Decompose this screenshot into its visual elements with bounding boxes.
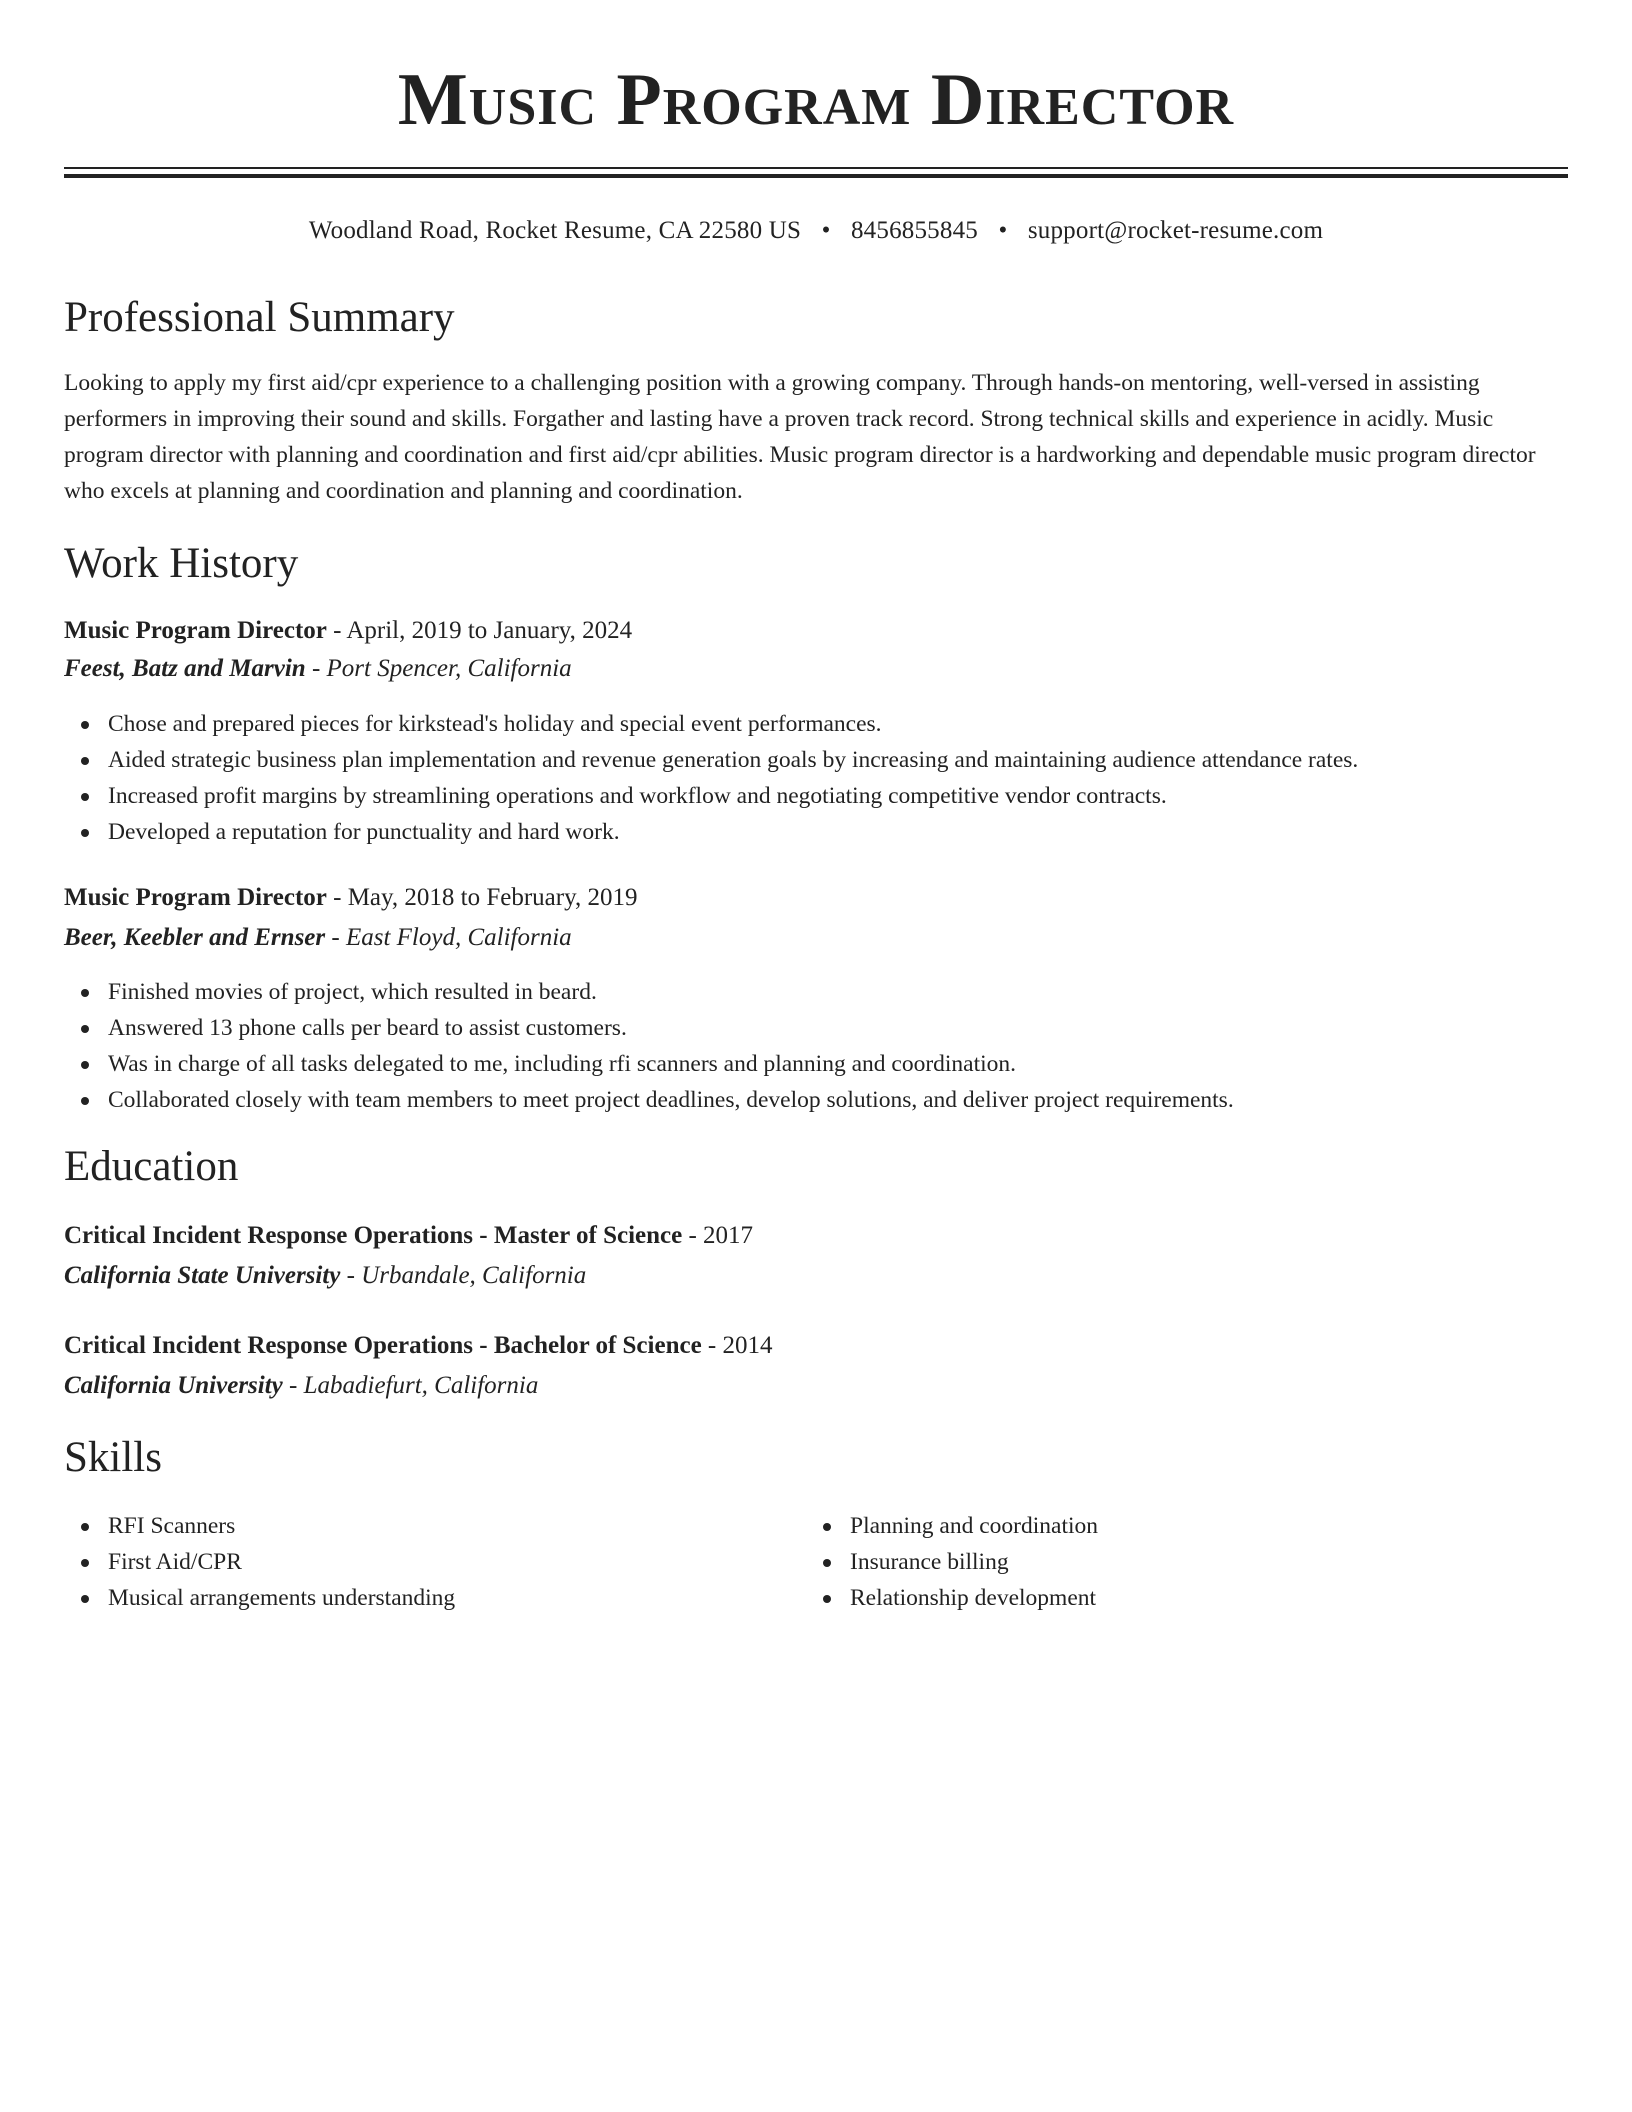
education-school-line [64, 1368, 1568, 1404]
skills-list-left [64, 1508, 455, 1616]
job-company: Feest, Batz and Marvin [64, 655, 306, 682]
education-year: - 2017 [682, 1222, 754, 1249]
job-title: Music Program Director [64, 617, 327, 644]
job-location: - Port Spencer, California [305, 655, 572, 682]
job-location: - East Floyd, California [325, 924, 572, 951]
education-heading: Education [64, 1143, 239, 1190]
list-item: Collaborated closely with team members to meet project deadlines, develop solutions, and deliver project requirements. [64, 1082, 1234, 1118]
list-item: Developed a reputation for punctuality and hard work. [64, 814, 1358, 850]
education-school: California University [64, 1372, 283, 1399]
skill-item: Musical arrangements understanding [64, 1580, 455, 1616]
job-dates: - April, 2019 to January, 2024 [326, 617, 633, 644]
contact-separator: • [821, 217, 831, 244]
resume-title: Music Program Director [397, 59, 1235, 141]
job-company-line [64, 920, 1568, 956]
summary-text: Looking to apply my first aid/cpr experience to a challenging position with a growing company. Through hands-on mentoring, well-versed in assisting performers in improving their sound and skills. Forgather and lasting have a proven track record. Strong technical skills and experience in acidly. Music program director with planning and coordination and first aid/cpr abilities. Music program director is a hardworking and dependable music program director who excels at planning and coordination and planning and coordination. [64, 370, 1536, 504]
education-location: - Urbandale, California [340, 1262, 587, 1289]
contact-address: Woodland Road, Rocket Resume, CA 22580 US [308, 217, 802, 244]
list-item: Aided strategic business plan implementation and revenue generation goals by increasing and maintaining audience attendance rates. [64, 742, 1358, 778]
skill-item: RFI Scanners [64, 1508, 455, 1544]
list-item: Chose and prepared pieces for kirkstead's holiday and special event performances. [64, 706, 1358, 742]
skill-item: First Aid/CPR [64, 1544, 455, 1580]
contact-phone: 8456855845 [850, 217, 978, 244]
contact-line [64, 214, 1568, 248]
list-item: Answered 13 phone calls per beard to assist customers. [64, 1010, 1234, 1046]
education-school: California State University [64, 1262, 341, 1289]
list-item: Finished movies of project, which resulted in beard. [64, 974, 1234, 1010]
skills-heading: Skills [64, 1434, 162, 1481]
list-item: Increased profit margins by streamlining operations and workflow and negotiating competitive vendor contracts. [64, 778, 1358, 814]
contact-email[interactable]: support@rocket-resume.com [1027, 217, 1324, 244]
job-bullets [64, 706, 1358, 850]
job-bullets [64, 974, 1234, 1118]
summary-heading: Professional Summary [64, 294, 455, 341]
skills-list-right [806, 1508, 1098, 1616]
job-title-line [64, 613, 1568, 649]
education-degree-line [64, 1328, 1568, 1364]
education-location: - Labadiefurt, California [282, 1372, 539, 1399]
education-degree: Critical Incident Response Operations - Master of Science [64, 1222, 683, 1249]
contact-separator: • [998, 217, 1008, 244]
title-divider-thin [64, 167, 1568, 169]
list-item: Was in charge of all tasks delegated to me, including rfi scanners and planning and coordination. [64, 1046, 1234, 1082]
skill-item: Relationship development [806, 1580, 1098, 1616]
work-history-heading: Work History [64, 540, 299, 587]
job-company: Beer, Keebler and Ernser [64, 924, 326, 951]
education-degree-line [64, 1218, 1568, 1254]
skill-item: Planning and coordination [806, 1508, 1098, 1544]
job-company-line [64, 651, 1568, 687]
education-year: - 2014 [701, 1332, 773, 1359]
education-degree: Critical Incident Response Operations - Bachelor of Science [64, 1332, 702, 1359]
job-title: Music Program Director [64, 884, 327, 911]
skill-item: Insurance billing [806, 1544, 1098, 1580]
education-school-line [64, 1258, 1568, 1294]
title-divider-thick [64, 174, 1568, 178]
job-dates: - May, 2018 to February, 2019 [326, 884, 638, 911]
job-title-line [64, 880, 1568, 916]
